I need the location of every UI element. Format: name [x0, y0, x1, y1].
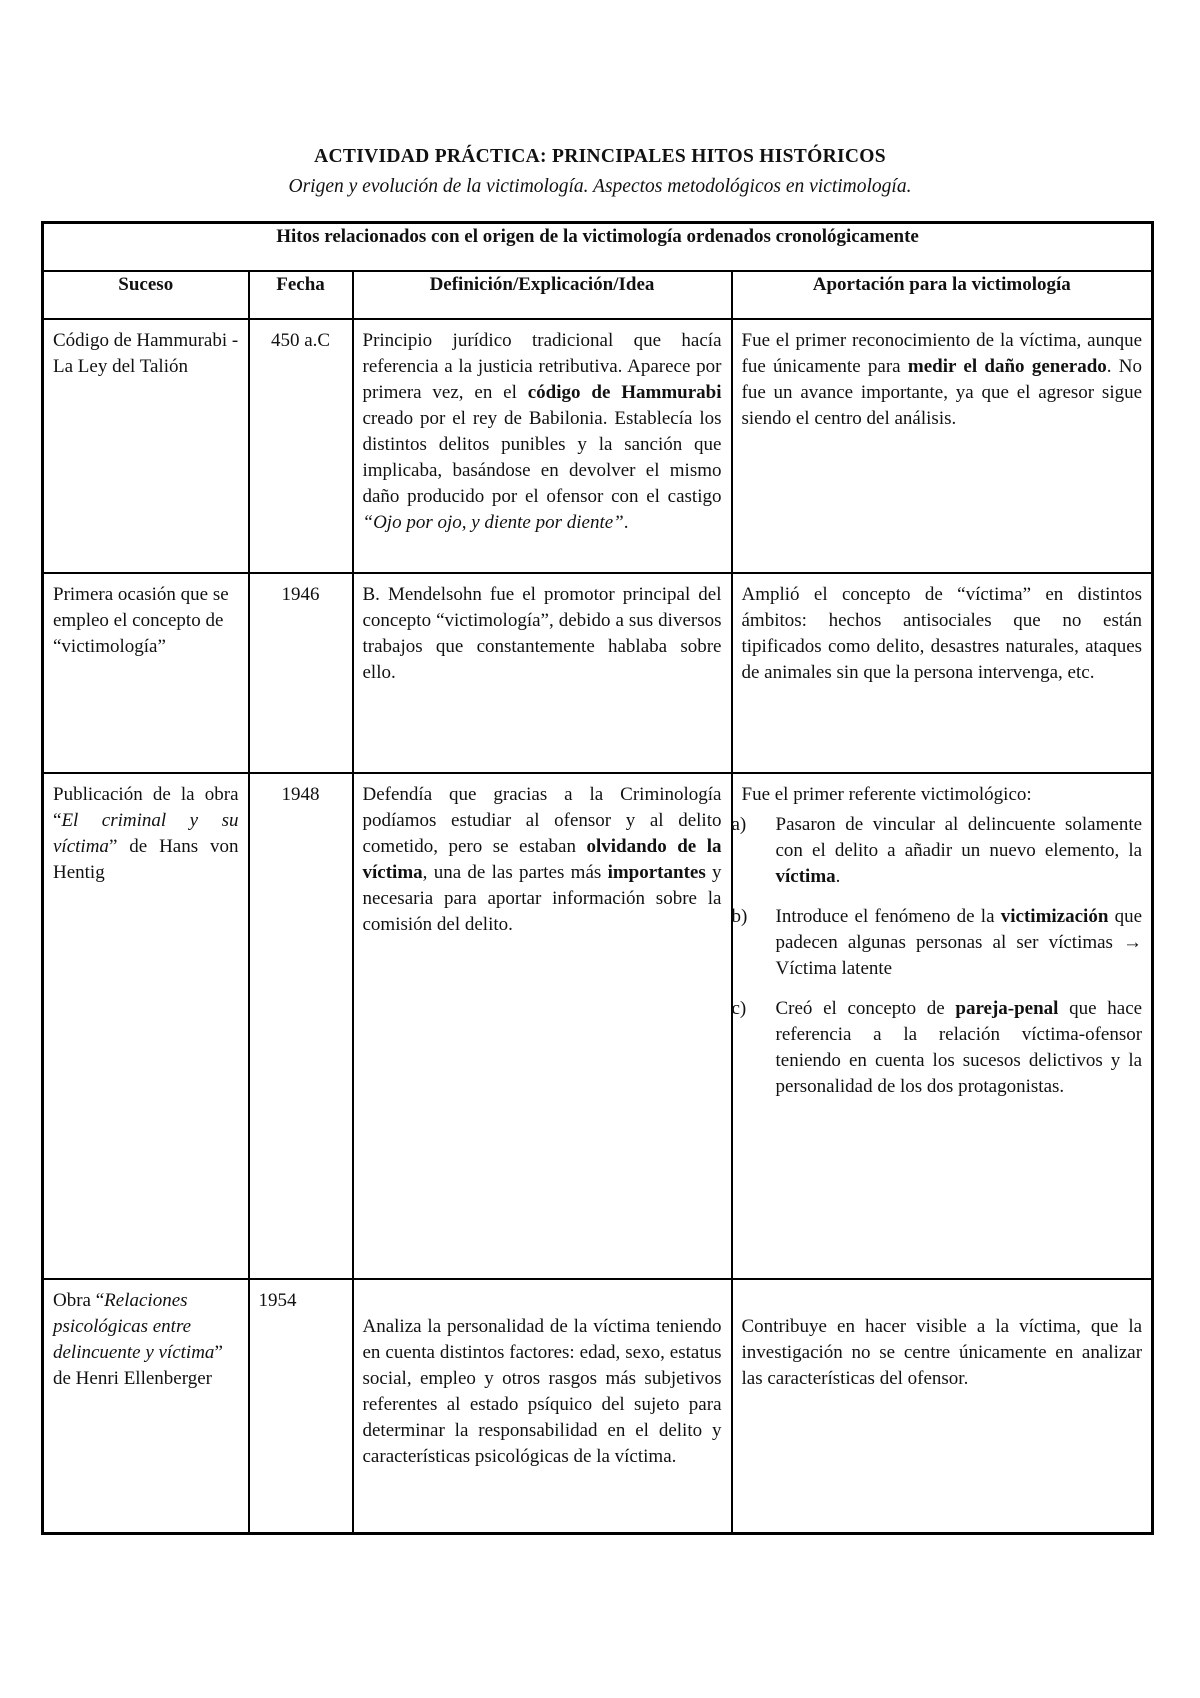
document-title: ACTIVIDAD PRÁCTICA: PRINCIPALES HITOS HISTÓRICOS — [314, 146, 886, 167]
fecha-text: 1948 — [281, 784, 320, 805]
table-row — [43, 1279, 1153, 1534]
suceso-cell — [43, 1279, 249, 1534]
definicion-cell — [353, 573, 732, 773]
hitos-table — [41, 221, 1154, 1535]
header-suceso: Suceso — [43, 271, 249, 319]
list-item: b) Introduce el fenómeno de la victimización que padecen algunas personas al ser víctimas → Víctima latente — [731, 906, 1143, 979]
list-item: c) Creó el concepto de pareja-penal que hace referencia a la relación víctima-ofensor teniendo en cuenta los sucesos delictivos y la personalidad de los dos protagonistas. — [731, 998, 1143, 1097]
aportacion-intro: Fue el primer referente victimológico: — [741, 784, 1032, 805]
suceso-cell — [43, 319, 249, 573]
suceso-cell — [43, 573, 249, 773]
definicion-cell — [353, 1279, 732, 1534]
header-aportacion: Aportación para la victimología — [732, 271, 1153, 319]
fecha-text: 1946 — [281, 584, 320, 605]
suceso-text: Publicación de la obra “El criminal y su víctima” de Hans von Hentig — [53, 784, 239, 883]
suceso-text: Obra “Relaciones psicológicas entre delincuente y víctima” de Henri Ellenberger — [53, 1290, 223, 1389]
definicion-text: Principio jurídico tradicional que hacía referencia a la justicia retributiva. Aparece por primera vez, en el código de Hammurabi creado por el rey de Babilonia. Establecía los distintos delitos punibles y la sanción que implicaba, basándose en devolver el mismo daño producido por el ofensor con el castigo “Ojo por ojo, y diente por diente”. — [362, 330, 722, 533]
list-marker: b) — [731, 906, 748, 927]
aportacion-text — [733, 774, 1152, 1120]
aportacion-cell — [732, 1279, 1153, 1534]
aportacion-text: Contribuye en hacer visible a la víctima, que la investigación no se centre únicamente en analizar las características del ofensor. — [741, 1316, 1143, 1389]
list-item: a) Pasaron de vincular al delincuente solamente con el delito a añadir un nuevo elemento, la víctima. — [731, 814, 1143, 887]
definicion-text: B. Mendelsohn fue el promotor principal del concepto “victimología”, debido a sus diversos trabajos que constantemente hablaba sobre ello. — [362, 584, 722, 683]
definicion-cell — [353, 773, 732, 1279]
fecha-cell — [249, 773, 353, 1279]
suceso-text: Código de Hammurabi - La Ley del Talión — [53, 330, 239, 377]
definicion-cell — [353, 319, 732, 573]
table-row — [43, 319, 1153, 573]
aportacion-text: Amplió el concepto de “víctima” en distintos ámbitos: hechos antisociales que no están tipificados como delito, desastres naturales, ataques de animales sin que la persona intervenga, etc. — [741, 584, 1143, 683]
header-definicion: Definición/Explicación/Idea — [353, 271, 732, 319]
table-header-row — [43, 271, 1153, 319]
aportacion-cell — [732, 319, 1153, 573]
aportacion-cell — [732, 773, 1153, 1279]
fecha-cell — [249, 573, 353, 773]
table-row — [43, 773, 1153, 1279]
fecha-text: 450 a.C — [270, 330, 331, 351]
fecha-cell — [249, 1279, 353, 1534]
list-marker: a) — [731, 814, 747, 835]
document-subtitle: Origen y evolución de la victimología. Aspectos metodológicos en victimología. — [288, 176, 912, 197]
aportacion-text: Fue el primer reconocimiento de la víctima, aunque fue únicamente para medir el daño generado. No fue un avance importante, ya que el agresor sigue siendo el centro del análisis. — [741, 330, 1143, 429]
table-caption: Hitos relacionados con el origen de la victimología ordenados cronológicamente — [43, 223, 1153, 272]
aportacion-cell — [732, 573, 1153, 773]
suceso-cell — [43, 773, 249, 1279]
suceso-text: Primera ocasión que se empleo el concepto de “victimología” — [53, 584, 229, 657]
definicion-text: Analiza la personalidad de la víctima teniendo en cuenta distintos factores: edad, sexo, estatus social, empleo y otros rasgos más subjetivos referentes al estado psíquico del sujeto para determinar la responsabilidad en el delito y características psicológicas de la víctima. — [362, 1316, 722, 1467]
definicion-text: Defendía que gracias a la Criminología podíamos estudiar al ofensor y al delito cometido, pero se estaban olvidando de la víctima, una de las partes más importantes y necesaria para aportar información sobre la comisión del delito. — [362, 784, 722, 935]
fecha-text: 1954 — [258, 1290, 297, 1311]
fecha-cell — [249, 319, 353, 573]
header-fecha: Fecha — [249, 271, 353, 319]
table-row — [43, 573, 1153, 773]
list-marker: c) — [731, 998, 747, 1019]
aportacion-list — [731, 812, 1143, 1100]
